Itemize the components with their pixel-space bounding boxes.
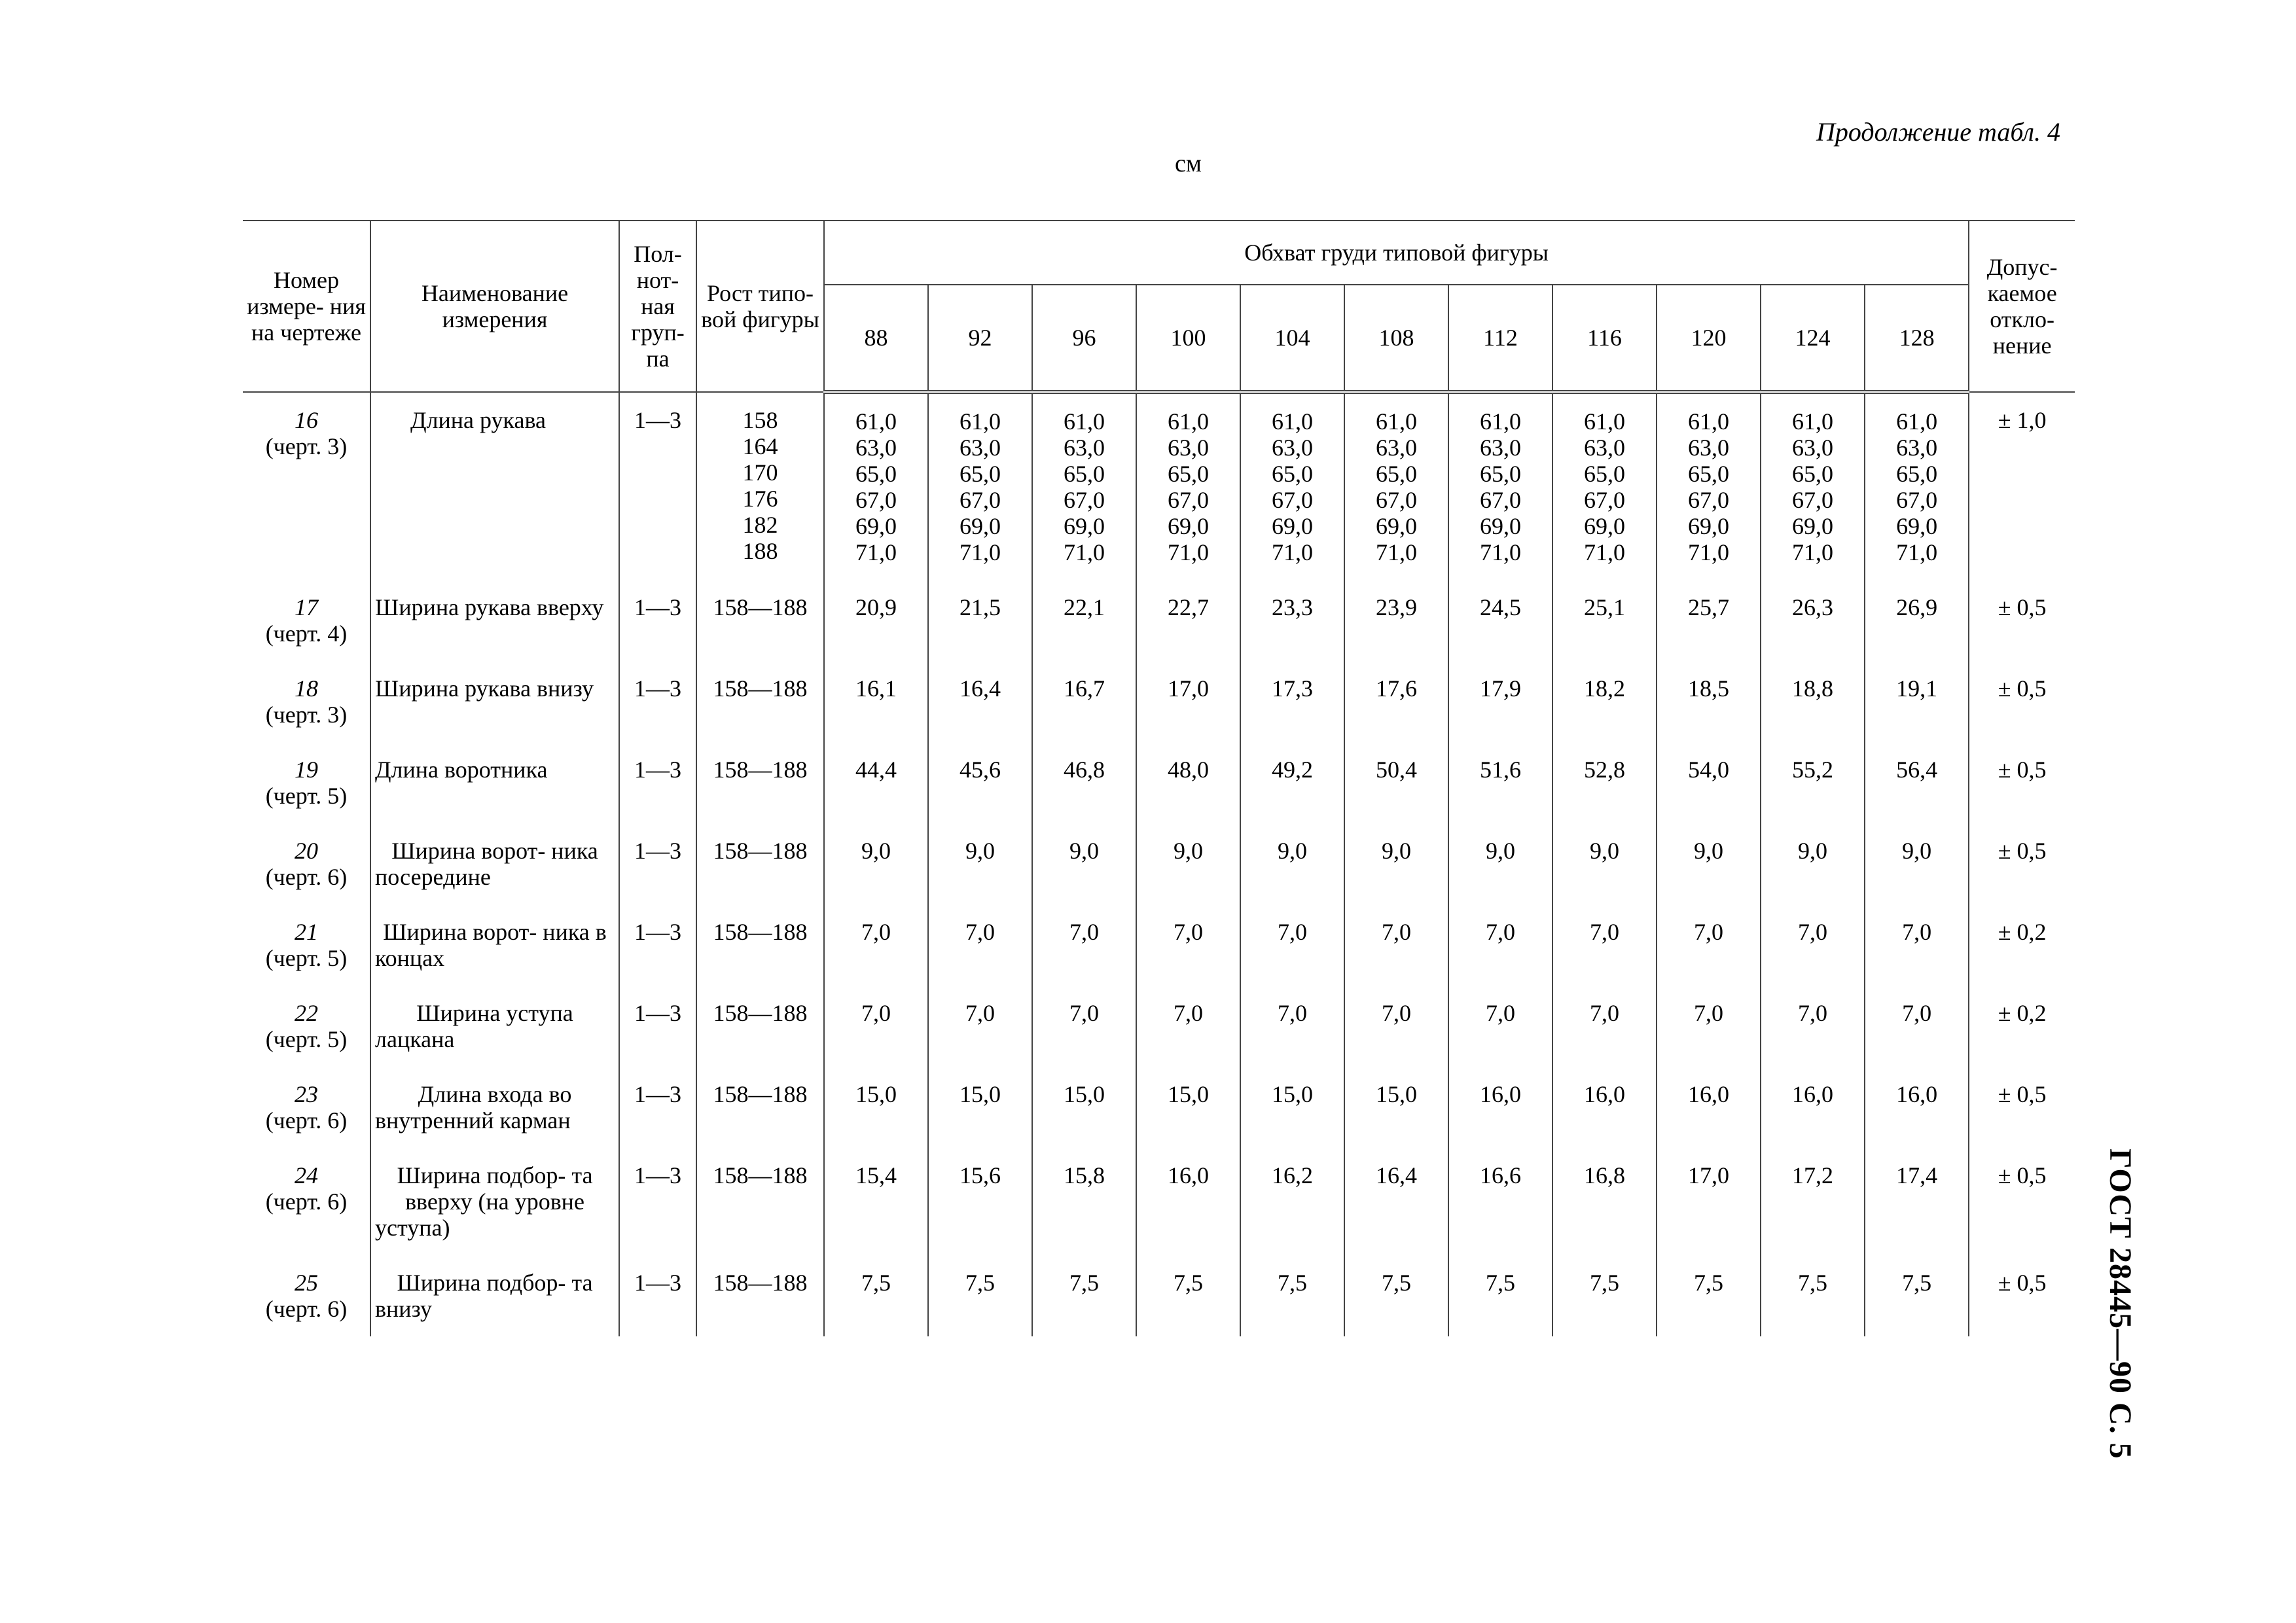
value: 65,0 — [1896, 461, 1938, 487]
full-group: 1—3 — [619, 1067, 696, 1148]
table-row — [243, 661, 2075, 742]
drawing-reference: (черт. 5) — [265, 783, 348, 809]
value: 69,0 — [1584, 513, 1625, 539]
header-height: Рост типо- вой фигуры — [696, 221, 824, 392]
value: 7,0 — [1240, 904, 1344, 986]
header-name: Наименование измерения — [370, 221, 619, 392]
value: 69,0 — [1064, 513, 1105, 539]
value: 71,0 — [1064, 539, 1105, 565]
header-chest-size: 88 — [824, 285, 928, 392]
value: 7,0 — [824, 904, 928, 986]
value: 61,0 — [1168, 408, 1209, 435]
measurement-number: 17 — [295, 594, 318, 620]
value: 9,0 — [1761, 823, 1865, 904]
value-stack — [928, 392, 1032, 580]
header-chest-size: 124 — [1761, 285, 1865, 392]
tolerance: ± 0,5 — [1969, 661, 2075, 742]
value: 48,0 — [1136, 742, 1240, 823]
tolerance: ± 0,5 — [1969, 1067, 2075, 1148]
table-row — [243, 1067, 2075, 1148]
measurement-number: 16 — [295, 407, 318, 433]
value: 69,0 — [1896, 513, 1938, 539]
value-stack — [1240, 392, 1344, 580]
value: 7,0 — [1761, 904, 1865, 986]
value: 71,0 — [1272, 539, 1313, 565]
table-row — [243, 823, 2075, 904]
value: 7,5 — [928, 1255, 1032, 1336]
measurements-table — [243, 220, 2075, 1336]
value: 71,0 — [1688, 539, 1729, 565]
value: 69,0 — [855, 513, 897, 539]
value: 61,0 — [1792, 408, 1833, 435]
value: 7,0 — [1240, 986, 1344, 1067]
measurement-name: Длина воротника — [370, 742, 619, 823]
value: 18,2 — [1552, 661, 1657, 742]
value: 15,0 — [1240, 1067, 1344, 1148]
table-row — [243, 1255, 2075, 1336]
value: 24,5 — [1448, 580, 1552, 661]
tolerance: ± 0,2 — [1969, 904, 2075, 986]
value: 67,0 — [855, 487, 897, 513]
value: 7,0 — [1657, 904, 1761, 986]
measurement-number-cell — [243, 1067, 370, 1148]
height-value: 170 — [742, 459, 778, 486]
value: 69,0 — [960, 513, 1001, 539]
measurement-number-cell — [243, 986, 370, 1067]
height-value: 182 — [742, 512, 778, 538]
measurement-number-cell — [243, 823, 370, 904]
full-group: 1—3 — [619, 661, 696, 742]
value-stack — [1136, 392, 1240, 580]
value: 17,9 — [1448, 661, 1552, 742]
full-group: 1—3 — [619, 392, 696, 580]
height-range: 158—188 — [696, 1255, 824, 1336]
height-value: 176 — [742, 486, 778, 512]
value-stack — [1344, 392, 1448, 580]
drawing-reference: (черт. 6) — [265, 1296, 348, 1322]
value: 69,0 — [1480, 513, 1521, 539]
measurement-number: 22 — [295, 1000, 318, 1026]
value: 7,0 — [1552, 986, 1657, 1067]
header-chest-size: 116 — [1552, 285, 1657, 392]
value: 17,0 — [1657, 1148, 1761, 1255]
value: 46,8 — [1032, 742, 1136, 823]
value: 69,0 — [1168, 513, 1209, 539]
value: 16,0 — [1865, 1067, 1969, 1148]
value: 22,7 — [1136, 580, 1240, 661]
unit-label: см — [1175, 150, 1202, 177]
value: 63,0 — [1688, 435, 1729, 461]
value: 7,0 — [1865, 904, 1969, 986]
value: 7,5 — [1344, 1255, 1448, 1336]
header-group: Пол- нот- ная груп- па — [619, 221, 696, 392]
tolerance: ± 0,5 — [1969, 742, 2075, 823]
height-list — [696, 392, 824, 580]
value-stack — [1657, 392, 1761, 580]
value-stack — [1552, 392, 1657, 580]
measurement-name: Длина входа во внутренний карман — [370, 1067, 619, 1148]
tolerance: ± 1,0 — [1969, 392, 2075, 580]
measurement-name: Ширина ворот- ника посередине — [370, 823, 619, 904]
drawing-reference: (черт. 6) — [265, 1107, 348, 1133]
value: 51,6 — [1448, 742, 1552, 823]
value: 9,0 — [928, 823, 1032, 904]
height-range: 158—188 — [696, 904, 824, 986]
value: 7,0 — [1032, 986, 1136, 1067]
value: 67,0 — [1896, 487, 1938, 513]
value: 20,9 — [824, 580, 928, 661]
measurement-number-cell — [243, 1148, 370, 1255]
value: 65,0 — [855, 461, 897, 487]
value: 15,0 — [1032, 1067, 1136, 1148]
value: 16,0 — [1552, 1067, 1657, 1148]
value: 9,0 — [1344, 823, 1448, 904]
value: 7,5 — [1136, 1255, 1240, 1336]
height-value: 158 — [742, 407, 778, 433]
value: 15,0 — [928, 1067, 1032, 1148]
value: 18,5 — [1657, 661, 1761, 742]
value: 65,0 — [1376, 461, 1417, 487]
height-range: 158—188 — [696, 742, 824, 823]
value: 16,2 — [1240, 1148, 1344, 1255]
value: 61,0 — [1896, 408, 1938, 435]
tolerance: ± 0,5 — [1969, 580, 2075, 661]
value: 61,0 — [1376, 408, 1417, 435]
measurement-name: Ширина ворот- ника в концах — [370, 904, 619, 986]
value: 15,4 — [824, 1148, 928, 1255]
value-stack — [1865, 392, 1969, 580]
drawing-reference: (черт. 3) — [265, 433, 348, 459]
header-chest-size: 92 — [928, 285, 1032, 392]
measurement-name: Ширина подбор- та вверху (на уровне уступа) — [370, 1148, 619, 1255]
measurement-number-cell — [243, 661, 370, 742]
height-range: 158—188 — [696, 986, 824, 1067]
height-range: 158—188 — [696, 823, 824, 904]
value: 16,0 — [1657, 1067, 1761, 1148]
value: 16,8 — [1552, 1148, 1657, 1255]
value: 7,0 — [1761, 986, 1865, 1067]
standard-page-label: ГОСТ 28445—90 С. 5 — [2103, 1149, 2138, 1459]
table-continuation-caption: Продолжение табл. 4 — [1816, 117, 2060, 147]
value: 15,0 — [1136, 1067, 1240, 1148]
value: 65,0 — [960, 461, 1001, 487]
measurement-number: 18 — [295, 675, 318, 702]
value: 21,5 — [928, 580, 1032, 661]
value: 7,5 — [824, 1255, 928, 1336]
value: 26,3 — [1761, 580, 1865, 661]
value: 16,4 — [1344, 1148, 1448, 1255]
value: 25,1 — [1552, 580, 1657, 661]
value: 7,0 — [1865, 986, 1969, 1067]
value: 9,0 — [1032, 823, 1136, 904]
value: 7,0 — [1657, 986, 1761, 1067]
drawing-reference: (черт. 6) — [265, 1188, 348, 1215]
value: 15,0 — [824, 1067, 928, 1148]
value: 61,0 — [1480, 408, 1521, 435]
value: 7,0 — [1552, 904, 1657, 986]
value: 63,0 — [1376, 435, 1417, 461]
value: 7,0 — [1136, 904, 1240, 986]
measurement-number-cell — [243, 904, 370, 986]
value: 67,0 — [1584, 487, 1625, 513]
value: 63,0 — [1480, 435, 1521, 461]
height-range: 158—188 — [696, 1148, 824, 1255]
value: 7,0 — [1448, 904, 1552, 986]
measurement-name: Ширина рукава внизу — [370, 661, 619, 742]
table-row — [243, 904, 2075, 986]
value: 19,1 — [1865, 661, 1969, 742]
value: 16,1 — [824, 661, 928, 742]
value: 63,0 — [1896, 435, 1938, 461]
value: 23,9 — [1344, 580, 1448, 661]
value: 7,5 — [1865, 1255, 1969, 1336]
header-chest-size: 100 — [1136, 285, 1240, 392]
value: 54,0 — [1657, 742, 1761, 823]
value: 61,0 — [855, 408, 897, 435]
value: 17,0 — [1136, 661, 1240, 742]
value: 16,7 — [1032, 661, 1136, 742]
value: 7,0 — [1448, 986, 1552, 1067]
value: 65,0 — [1584, 461, 1625, 487]
full-group: 1—3 — [619, 742, 696, 823]
table-row — [243, 392, 2075, 580]
value: 45,6 — [928, 742, 1032, 823]
value: 25,7 — [1657, 580, 1761, 661]
value-stack — [824, 392, 928, 580]
value: 67,0 — [1688, 487, 1729, 513]
measurement-number: 19 — [295, 757, 318, 783]
value: 44,4 — [824, 742, 928, 823]
height-range: 158—188 — [696, 1067, 824, 1148]
value-stack — [1032, 392, 1136, 580]
value: 17,2 — [1761, 1148, 1865, 1255]
measurement-name: Ширина уступа лацкана — [370, 986, 619, 1067]
value: 16,4 — [928, 661, 1032, 742]
header-chest-group: Обхват груди типовой фигуры — [824, 221, 1969, 285]
value: 16,0 — [1761, 1067, 1865, 1148]
value: 9,0 — [1240, 823, 1344, 904]
value: 23,3 — [1240, 580, 1344, 661]
drawing-reference: (черт. 5) — [265, 945, 348, 971]
value: 63,0 — [1064, 435, 1105, 461]
value: 65,0 — [1480, 461, 1521, 487]
tolerance: ± 0,5 — [1969, 1255, 2075, 1336]
measurement-name: Ширина подбор- та внизу — [370, 1255, 619, 1336]
tolerance: ± 0,5 — [1969, 823, 2075, 904]
value: 9,0 — [1865, 823, 1969, 904]
value: 7,0 — [928, 986, 1032, 1067]
measurement-number-cell — [243, 742, 370, 823]
value: 26,9 — [1865, 580, 1969, 661]
value: 67,0 — [1168, 487, 1209, 513]
value: 17,6 — [1344, 661, 1448, 742]
value: 63,0 — [960, 435, 1001, 461]
drawing-reference: (черт. 4) — [265, 620, 348, 647]
value: 65,0 — [1688, 461, 1729, 487]
value: 7,0 — [1344, 986, 1448, 1067]
height-value: 188 — [742, 538, 778, 564]
value: 56,4 — [1865, 742, 1969, 823]
height-value: 164 — [742, 433, 778, 459]
value: 71,0 — [1480, 539, 1521, 565]
value: 7,0 — [1344, 904, 1448, 986]
table-row — [243, 986, 2075, 1067]
value-stack — [1448, 392, 1552, 580]
value: 71,0 — [855, 539, 897, 565]
value: 65,0 — [1272, 461, 1313, 487]
value: 16,0 — [1136, 1148, 1240, 1255]
value: 65,0 — [1792, 461, 1833, 487]
value: 16,6 — [1448, 1148, 1552, 1255]
value: 7,5 — [1032, 1255, 1136, 1336]
value: 63,0 — [1584, 435, 1625, 461]
header-chest-size: 96 — [1032, 285, 1136, 392]
value: 71,0 — [960, 539, 1001, 565]
measurement-number-cell — [243, 1255, 370, 1336]
value: 7,5 — [1552, 1255, 1657, 1336]
header-chest-size: 120 — [1657, 285, 1761, 392]
measurement-number: 21 — [295, 919, 318, 945]
value: 69,0 — [1688, 513, 1729, 539]
value: 9,0 — [1136, 823, 1240, 904]
value: 69,0 — [1272, 513, 1313, 539]
value: 63,0 — [1168, 435, 1209, 461]
value: 52,8 — [1552, 742, 1657, 823]
measurement-number-cell — [243, 580, 370, 661]
header-chest-size: 104 — [1240, 285, 1344, 392]
value: 17,4 — [1865, 1148, 1969, 1255]
drawing-reference: (черт. 6) — [265, 864, 348, 890]
value: 15,0 — [1344, 1067, 1448, 1148]
value: 67,0 — [1064, 487, 1105, 513]
value: 49,2 — [1240, 742, 1344, 823]
value: 15,8 — [1032, 1148, 1136, 1255]
value: 61,0 — [1064, 408, 1105, 435]
table-row — [243, 742, 2075, 823]
measurement-number-cell — [243, 392, 370, 580]
value: 7,0 — [1032, 904, 1136, 986]
value: 67,0 — [1792, 487, 1833, 513]
value: 69,0 — [1792, 513, 1833, 539]
value: 63,0 — [1272, 435, 1313, 461]
header-number: Номер измере- ния на чертеже — [243, 221, 370, 392]
drawing-reference: (черт. 3) — [265, 702, 348, 728]
value: 69,0 — [1376, 513, 1417, 539]
value: 63,0 — [855, 435, 897, 461]
value: 22,1 — [1032, 580, 1136, 661]
full-group: 1—3 — [619, 823, 696, 904]
measurement-name: Длина рукава — [370, 392, 619, 580]
measurement-number: 23 — [295, 1081, 318, 1107]
measurement-number: 20 — [295, 838, 318, 864]
value: 71,0 — [1376, 539, 1417, 565]
value: 9,0 — [1657, 823, 1761, 904]
full-group: 1—3 — [619, 904, 696, 986]
header-chest-size: 112 — [1448, 285, 1552, 392]
value: 7,0 — [928, 904, 1032, 986]
value: 9,0 — [824, 823, 928, 904]
value: 55,2 — [1761, 742, 1865, 823]
value: 7,0 — [1136, 986, 1240, 1067]
value: 65,0 — [1168, 461, 1209, 487]
value: 71,0 — [1896, 539, 1938, 565]
tolerance: ± 0,2 — [1969, 986, 2075, 1067]
full-group: 1—3 — [619, 580, 696, 661]
height-range: 158—188 — [696, 661, 824, 742]
value: 7,0 — [824, 986, 928, 1067]
drawing-reference: (черт. 5) — [265, 1026, 348, 1052]
full-group: 1—3 — [619, 1148, 696, 1255]
value: 17,3 — [1240, 661, 1344, 742]
full-group: 1—3 — [619, 1255, 696, 1336]
value: 63,0 — [1792, 435, 1833, 461]
value: 61,0 — [1272, 408, 1313, 435]
value: 71,0 — [1792, 539, 1833, 565]
value: 7,5 — [1448, 1255, 1552, 1336]
value: 67,0 — [1376, 487, 1417, 513]
value: 7,5 — [1240, 1255, 1344, 1336]
tolerance: ± 0,5 — [1969, 1148, 2075, 1255]
value: 15,6 — [928, 1148, 1032, 1255]
value: 7,5 — [1657, 1255, 1761, 1336]
measurement-name: Ширина рукава вверху — [370, 580, 619, 661]
measurement-number: 25 — [295, 1270, 318, 1296]
value: 61,0 — [1688, 408, 1729, 435]
value: 65,0 — [1064, 461, 1105, 487]
value: 61,0 — [960, 408, 1001, 435]
value: 50,4 — [1344, 742, 1448, 823]
value: 67,0 — [1480, 487, 1521, 513]
value: 71,0 — [1584, 539, 1625, 565]
table-row — [243, 580, 2075, 661]
value: 61,0 — [1584, 408, 1625, 435]
value: 71,0 — [1168, 539, 1209, 565]
value: 16,0 — [1448, 1067, 1552, 1148]
height-range: 158—188 — [696, 580, 824, 661]
value: 9,0 — [1552, 823, 1657, 904]
header-chest-size: 128 — [1865, 285, 1969, 392]
header-chest-size: 108 — [1344, 285, 1448, 392]
value: 9,0 — [1448, 823, 1552, 904]
value: 67,0 — [960, 487, 1001, 513]
value: 67,0 — [1272, 487, 1313, 513]
table-row — [243, 1148, 2075, 1255]
value: 7,5 — [1761, 1255, 1865, 1336]
header-tolerance: Допус- каемое откло- нение — [1969, 221, 2075, 392]
value: 18,8 — [1761, 661, 1865, 742]
value-stack — [1761, 392, 1865, 580]
measurement-number: 24 — [295, 1162, 318, 1188]
full-group: 1—3 — [619, 986, 696, 1067]
